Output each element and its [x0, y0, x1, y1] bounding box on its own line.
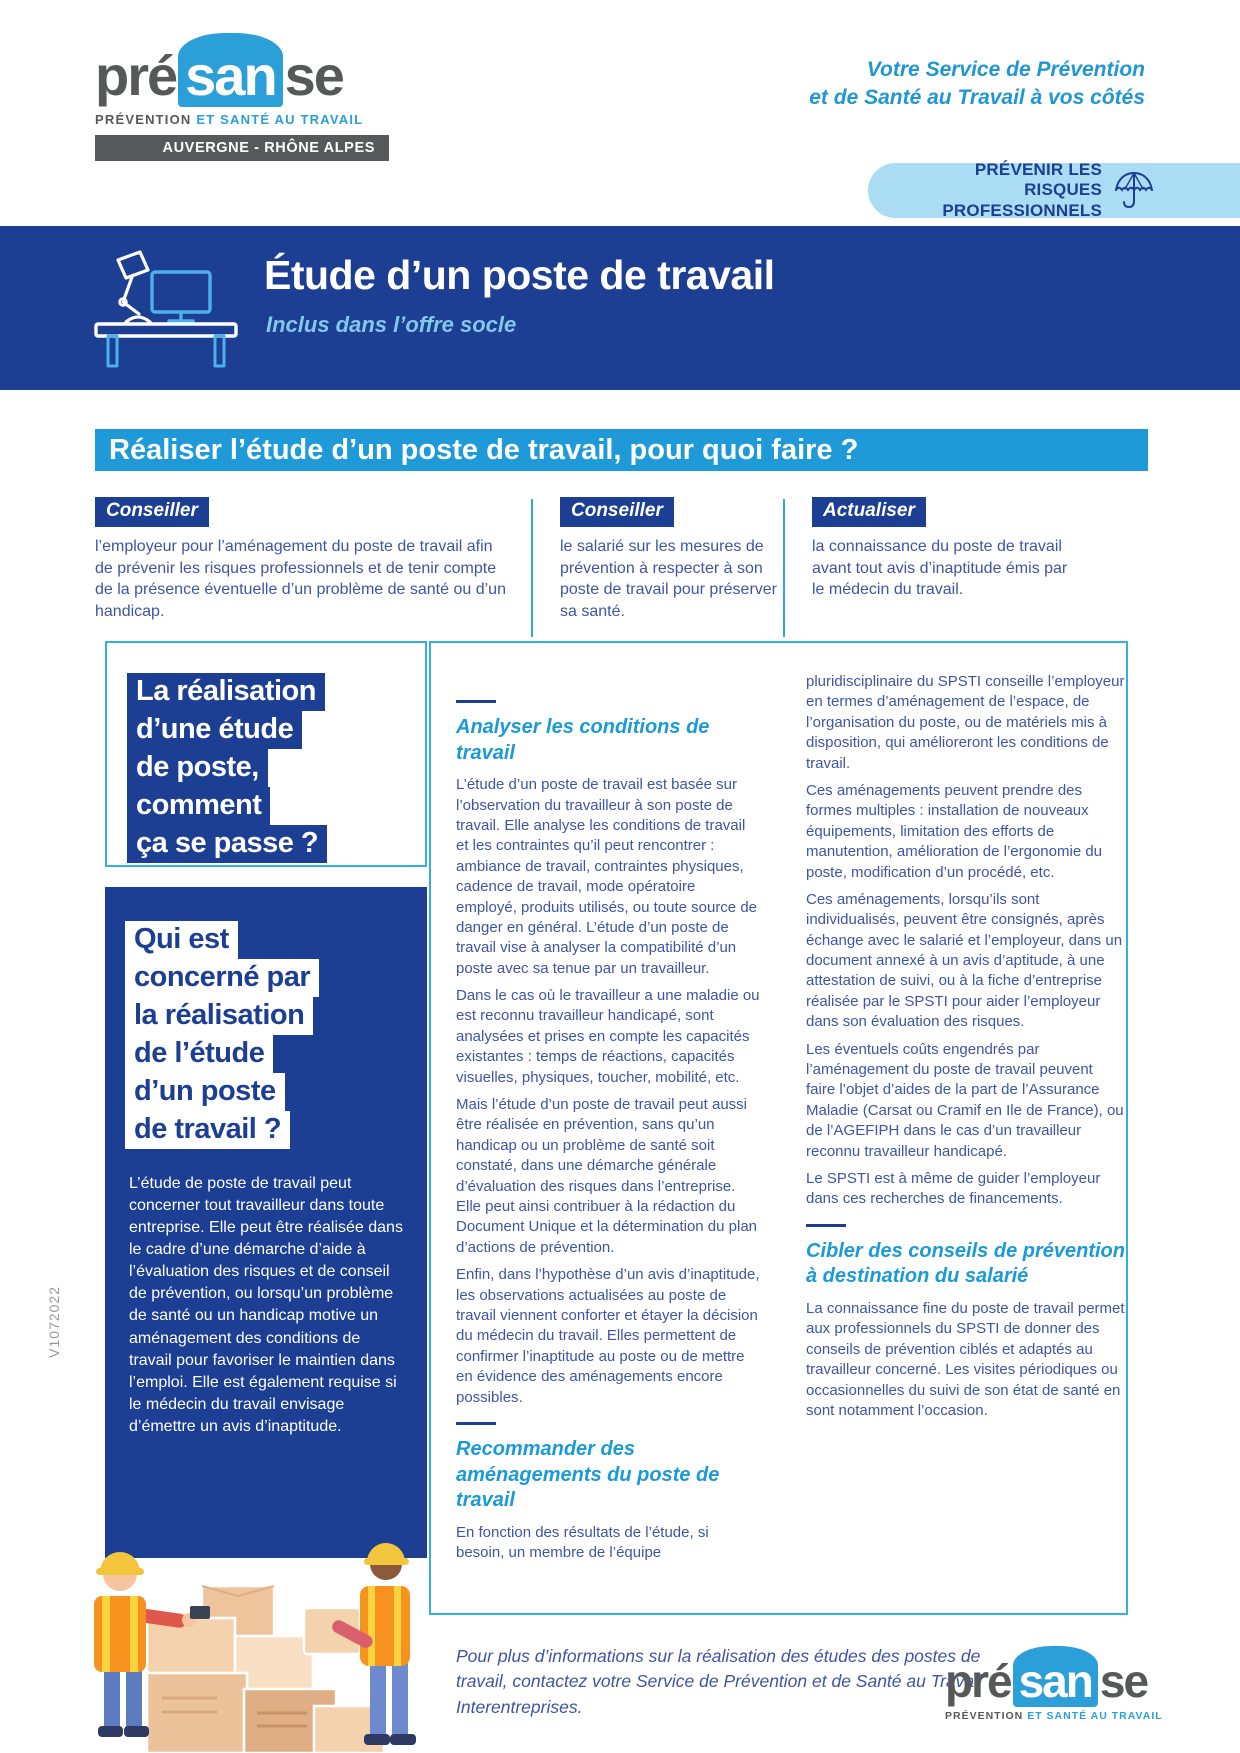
who-heading-line: concerné par [125, 959, 319, 997]
footer-logo-tagline [945, 1710, 1163, 1722]
section-banner: Réaliser l’étude d’un poste de travail, pour quoi faire ? [95, 429, 1148, 471]
right-paragraph: Ces aménagements, lorsqu’ils sont individualisés, peuvent être consignés, après échange avec le salarié et l’employeur, dans un document annexé à un avis d’aptitude, à une attestation de suivi, ou à la fiche d’entreprise réalisée par le SPSTI pour aider l’employeur dans son évaluation des risques. [806, 890, 1123, 1031]
analyse-paragraph: Mais l’étude d’un poste de travail peut aussi être réalisée en prévention, sans qu’un handicap ou un problème de santé soit constaté, dans une démarche générale d’évaluation des risques dans l’entreprise. Elle peut ainsi contribuer à la rédaction du Document Unique et la détermination du plan d’actions de prévention. [456, 1096, 758, 1256]
analyse-paragraph: Enfin, dans l’hypothèse d’un avis d’inaptitude, les observations actualisées au poste de travail viennent conforter et étayer la décision du médecin du travail. Elles permettent de confirmer l’inaptitude au poste ou de mettre en évidence des aménagements encore possibles. [456, 1266, 760, 1406]
who-heading-line: la réalisation [125, 997, 313, 1035]
section-dash [456, 1422, 496, 1425]
presanse-wordmark [95, 44, 389, 107]
recommend-heading: Recommander des aménagements du poste de travail [456, 1437, 720, 1512]
section-dash [806, 1224, 846, 1227]
footer-note: Pour plus d’informations sur la réalisation des études des postes de travail, contactez votre Service de Prévention et de Santé au Travail Interentreprises. [456, 1646, 982, 1717]
right-text-column [806, 672, 1126, 1428]
version-label: V1072022 [46, 1286, 62, 1358]
logo-tagline [95, 112, 389, 127]
right-paragraph: Les éventuels coûts engendrés par l’aménagement du poste de travail peuvent faire l’objet d’aides de la part de l’Assurance Maladie (Carsat ou Cramif en Ile de France), ou de l’AGEFIPH dans le cas d’un travailleur reconnu travailleur handicapé. [806, 1040, 1124, 1160]
main-content-box [429, 641, 1128, 1615]
who-heading [125, 921, 427, 1149]
how-heading-line: comment [127, 787, 270, 825]
tagline-blue: ET SANTÉ AU TRAVAIL [1027, 1710, 1163, 1722]
right-paragraph: Ces aménagements peuvent prendre des formes multiples : installation de nouveaux équipements, limitation des efforts de manutention, amélioration de l’ergonomie du poste, modification d’un procédé, etc. [806, 781, 1103, 881]
why-label-3: Actualiser [812, 497, 926, 527]
how-heading-line: d’une étude [127, 711, 302, 749]
column-divider [783, 499, 785, 637]
wordmark-se: se [284, 44, 343, 107]
header-slogan [809, 56, 1145, 113]
target-paragraph: La connaissance fine du poste de travail permet aux professionnels du SPSTI de donner des conseils de prévention ciblés et adaptés au travailleur concerné. Les visites périodiques ou occasionnelles du suivi de son état de santé en sont notamment l’occasion. [806, 1299, 1125, 1419]
page-subtitle: Inclus dans l’offre socle [266, 312, 517, 337]
who-heading-line: de l’étude [125, 1035, 273, 1073]
why-column-3 [812, 497, 1080, 601]
how-heading-line: La réalisation [127, 673, 325, 711]
slogan-line2: et de Santé au Travail à vos côtés [809, 86, 1145, 110]
why-text-3: la connaissance du poste de travail avant tout avis d’inaptitude émis par le médecin du travail. [812, 538, 1068, 599]
why-label-2: Conseiller [560, 497, 674, 527]
why-text-2: le salarié sur les mesures de prévention à respecter à son poste de travail pour préserver sa santé. [560, 538, 777, 620]
tagline-blue: ET SANTÉ AU TRAVAIL [196, 112, 364, 127]
wordmark-se: se [1099, 1655, 1148, 1707]
analyse-heading: Analyser les conditions de travail [456, 716, 710, 764]
prevention-badge-text [894, 160, 1102, 220]
analyse-paragraph: Dans le cas où le travailleur a une maladie ou est reconnu travailleur handicapé, sont analysées et prises en compte les capacités existantes : temps de réactions, capacités visuelles, physiques, toucher, mobilité, etc. [456, 987, 760, 1086]
wordmark-pre: pré [945, 1655, 1011, 1707]
why-column-1 [95, 497, 507, 622]
slogan-line1: Votre Service de Prévention [866, 58, 1145, 81]
right-paragraph: pluridisciplinaire du SPSTI conseille l’employeur en termes d’aménagement de l’espace, de l’organisation du poste, ou de matériels mis à disposition, qui amélioreront les conditions de travail. [806, 673, 1125, 772]
umbrella-icon [1112, 169, 1156, 213]
badge-line2: PROFESSIONNELS [942, 200, 1102, 220]
how-heading [127, 673, 425, 863]
badge-line1: PRÉVENIR LES RISQUES [974, 160, 1102, 200]
how-heading-line: ça se passe ? [127, 825, 327, 863]
why-label-1: Conseiller [95, 497, 209, 527]
who-box [105, 887, 427, 1558]
logo-region-bar: AUVERGNE - RHÔNE ALPES [95, 135, 389, 161]
footer-wordmark [945, 1655, 1163, 1707]
analyse-paragraph: L’étude d’un poste de travail est basée sur l’observation du travailleur à son poste de travail. Elle analyse les conditions de travail et les contraintes qu’il peut rencontrer : ambiance de travail, contraintes physiques, cadence de travail, mode opératoire employé, produits utilisés, ou toute source de danger en général. L’étude d’un poste de travail vise à analyser la compatibilité d’un poste avec sa tenue par un travailleur. [456, 776, 758, 977]
tagline-gray: PRÉVENTION [95, 112, 192, 127]
section-dash [456, 700, 496, 703]
wordmark-pre: pré [95, 44, 177, 107]
page-title: Étude d’un poste de travail [264, 252, 775, 298]
wordmark-san: san [178, 33, 283, 107]
title-band [0, 226, 1240, 390]
how-heading-line: de poste, [127, 749, 268, 787]
why-column-2 [560, 497, 782, 622]
warehouse-workers-illustration [52, 1468, 427, 1753]
wordmark-san: san [1013, 1646, 1098, 1707]
footer-presanse-logo [945, 1655, 1163, 1722]
why-text-1: l’employeur pour l’aménagement du poste de travail afin de prévenir les risques professionnels et de tenir compte de la présence éventuelle d’un problème de santé ou d’un handicap. [95, 538, 506, 620]
presanse-logo [95, 44, 389, 161]
tagline-gray: PRÉVENTION [945, 1710, 1024, 1722]
desk-workstation-icon [86, 244, 246, 370]
right-paragraph: Le SPSTI est à même de guider l’employeur dans ces recherches de financements. [806, 1169, 1101, 1208]
prevention-badge [868, 160, 1240, 220]
middle-text-column [456, 700, 760, 1570]
who-heading-line: Qui est [125, 921, 238, 959]
target-heading: Cibler des conseils de prévention à destination du salarié [806, 1239, 1125, 1288]
recommend-paragraph: En fonction des résultats de l’étude, si besoin, un membre de l’équipe [456, 1523, 709, 1562]
how-box [105, 641, 427, 867]
column-divider [531, 499, 533, 637]
who-heading-line: d’un poste [125, 1073, 285, 1111]
who-heading-line: de travail ? [125, 1111, 290, 1149]
who-body-text: L’étude de poste de travail peut concerner tout travailleur dans toute entreprise. Elle peut être réalisée dans le cadre d’une démarche d’aide à l’évaluation des risques et de conseil de prévention, ou lorsqu’un problème de santé ou un handicap motive un aménagement des conditions de travail pour favoriser le maintien dans l’emploi. Elle est également requise si le médecin du travail envisage d’émettre un avis d’inaptitude. [129, 1175, 403, 1435]
